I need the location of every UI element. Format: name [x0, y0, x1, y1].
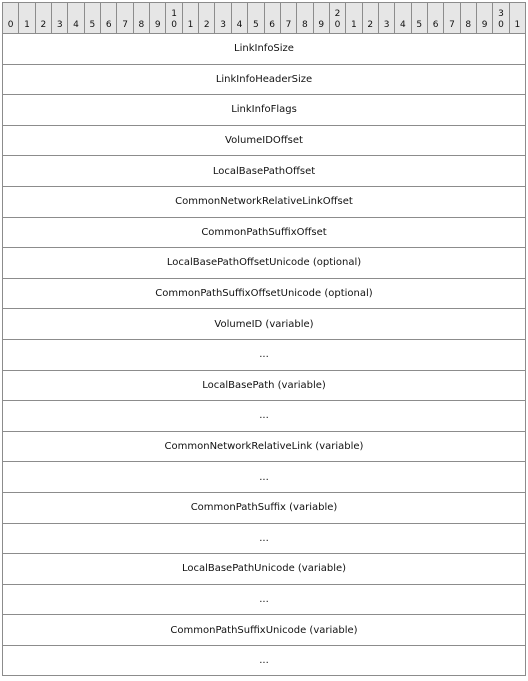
bit-position-19 — [313, 3, 329, 34]
bit-position-ones: 8 — [465, 20, 472, 30]
field-row — [3, 217, 526, 248]
bit-position-tens — [444, 9, 459, 20]
bit-position-12 — [199, 3, 215, 34]
bit-position-14 — [231, 3, 247, 34]
bit-position-tens — [428, 9, 443, 20]
field-label: ... — [3, 462, 526, 493]
bit-position-tens — [134, 9, 149, 20]
bit-position-tens — [199, 9, 214, 20]
bit-position-ones: 5 — [252, 20, 259, 30]
bit-position-ones: 2 — [203, 20, 210, 30]
bit-position-tens — [85, 9, 100, 20]
bit-position-31 — [509, 3, 525, 34]
bit-position-ones: 7 — [122, 20, 128, 30]
bit-position-tens — [363, 9, 378, 20]
bit-position-21 — [346, 3, 362, 34]
bit-position-ones: 9 — [318, 20, 325, 30]
packet-table — [2, 2, 526, 676]
field-label: VolumeID (variable) — [3, 309, 526, 340]
bit-position-ones: 9 — [481, 20, 488, 30]
field-label: CommonPathSuffixOffsetUnicode (optional) — [3, 278, 526, 309]
field-label: LocalBasePathUnicode (variable) — [3, 554, 526, 585]
bit-position-tens — [52, 9, 67, 20]
bit-position-ones: 8 — [138, 20, 145, 30]
bit-position-ones: 8 — [301, 20, 308, 30]
field-row — [3, 370, 526, 401]
bit-position-30 — [493, 3, 509, 34]
field-label: ... — [3, 645, 526, 676]
bit-position-tens — [395, 9, 410, 20]
field-row — [3, 156, 526, 187]
bit-position-tens — [68, 9, 83, 20]
field-label: CommonNetworkRelativeLinkOffset — [3, 186, 526, 217]
bit-position-28 — [460, 3, 476, 34]
bit-position-ones: 2 — [367, 20, 374, 30]
field-row — [3, 186, 526, 217]
field-row — [3, 431, 526, 462]
bit-position-tens — [412, 9, 427, 20]
bit-position-ones: 6 — [105, 20, 112, 30]
field-row — [3, 64, 526, 95]
bit-position-1 — [19, 3, 35, 34]
field-row — [3, 462, 526, 493]
bit-position-tens — [379, 9, 394, 20]
bit-position-25 — [411, 3, 427, 34]
bit-position-15 — [248, 3, 264, 34]
bit-position-tens — [101, 9, 116, 20]
field-row — [3, 309, 526, 340]
bit-position-tens — [117, 9, 132, 20]
bit-position-6 — [101, 3, 117, 34]
bit-position-ones: 3 — [383, 20, 390, 30]
bit-position-26 — [427, 3, 443, 34]
bit-position-tens — [183, 9, 198, 20]
field-label: LinkInfoFlags — [3, 95, 526, 126]
bit-position-tens — [265, 9, 280, 20]
bit-position-8 — [133, 3, 149, 34]
bit-position-ones: 3 — [56, 20, 63, 30]
bit-position-ones: 3 — [220, 20, 226, 30]
field-row — [3, 492, 526, 523]
bit-position-0 — [3, 3, 19, 34]
bit-position-tens: 3 — [498, 9, 504, 19]
bit-position-18 — [297, 3, 313, 34]
bit-position-22 — [362, 3, 378, 34]
field-label: LinkInfoSize — [3, 34, 526, 65]
bit-position-23 — [378, 3, 394, 34]
bit-position-tens — [297, 9, 312, 20]
bit-position-tens — [215, 9, 230, 20]
field-row — [3, 523, 526, 554]
bit-position-ones: 2 — [40, 20, 47, 30]
bit-position-tens — [19, 9, 34, 20]
bit-position-ones: 4 — [73, 20, 79, 30]
bit-position-tens — [150, 9, 165, 20]
bit-position-17 — [280, 3, 296, 34]
bit-position-tens — [510, 9, 525, 20]
field-label: CommonNetworkRelativeLink (variable) — [3, 431, 526, 462]
bit-position-ones: 1 — [187, 20, 194, 30]
field-label: CommonPathSuffixOffset — [3, 217, 526, 248]
field-label: VolumeIDOffset — [3, 125, 526, 156]
field-row — [3, 248, 526, 279]
field-row — [3, 401, 526, 432]
bit-position-3 — [52, 3, 68, 34]
field-label: CommonPathSuffixUnicode (variable) — [3, 615, 526, 646]
bit-position-tens — [36, 9, 51, 20]
bit-position-ones: 4 — [236, 20, 243, 30]
field-row — [3, 34, 526, 65]
bit-position-tens: 1 — [171, 9, 177, 19]
field-row — [3, 615, 526, 646]
bit-position-20 — [329, 3, 345, 34]
packet-body — [3, 3, 526, 676]
field-label: LinkInfoHeaderSize — [3, 64, 526, 95]
bit-position-ones: 6 — [432, 20, 439, 30]
bit-position-ones: 7 — [449, 20, 455, 30]
bit-position-16 — [264, 3, 280, 34]
bit-position-ones: 5 — [89, 20, 96, 30]
bit-position-11 — [182, 3, 198, 34]
bit-position-ones: 9 — [154, 20, 161, 30]
bit-position-ones: 0 — [334, 20, 341, 30]
field-label: CommonPathSuffix (variable) — [3, 492, 526, 523]
field-row — [3, 584, 526, 615]
bit-position-ones: 6 — [269, 20, 276, 30]
bit-position-tens — [248, 9, 263, 20]
bit-position-tens: 2 — [334, 9, 341, 19]
bit-position-tens — [232, 9, 247, 20]
bit-position-ones: 5 — [416, 20, 423, 30]
field-label: ... — [3, 584, 526, 615]
bit-header-row — [3, 3, 526, 34]
bit-position-27 — [444, 3, 460, 34]
bit-position-10 — [166, 3, 182, 34]
bit-position-4 — [68, 3, 84, 34]
bit-position-tens — [3, 9, 18, 20]
bit-position-ones: 4 — [400, 20, 406, 30]
bit-position-29 — [476, 3, 492, 34]
field-row — [3, 95, 526, 126]
bit-position-9 — [150, 3, 166, 34]
bit-position-ones: 0 — [171, 20, 177, 30]
bit-position-ones: 1 — [24, 20, 30, 30]
bit-position-tens — [346, 9, 361, 20]
field-label: ... — [3, 523, 526, 554]
field-row — [3, 645, 526, 676]
bit-position-ones: 1 — [351, 20, 357, 30]
field-label: ... — [3, 401, 526, 432]
packet-diagram — [2, 2, 526, 676]
field-label: LocalBasePathOffset — [3, 156, 526, 187]
bit-position-tens — [477, 9, 492, 20]
field-label: ... — [3, 339, 526, 370]
bit-position-tens — [281, 9, 296, 20]
bit-position-7 — [117, 3, 133, 34]
bit-position-13 — [215, 3, 231, 34]
bit-position-ones: 0 — [498, 20, 504, 30]
field-row — [3, 125, 526, 156]
bit-position-ones: 0 — [7, 20, 14, 30]
bit-position-5 — [84, 3, 100, 34]
bit-position-ones: 7 — [285, 20, 292, 30]
field-row — [3, 339, 526, 370]
bit-position-ones: 1 — [514, 20, 521, 30]
bit-position-tens — [461, 9, 476, 20]
bit-position-2 — [35, 3, 51, 34]
field-row — [3, 554, 526, 585]
bit-position-24 — [395, 3, 411, 34]
field-label: LocalBasePath (variable) — [3, 370, 526, 401]
field-label: LocalBasePathOffsetUnicode (optional) — [3, 248, 526, 279]
bit-position-tens — [314, 9, 329, 20]
field-row — [3, 278, 526, 309]
